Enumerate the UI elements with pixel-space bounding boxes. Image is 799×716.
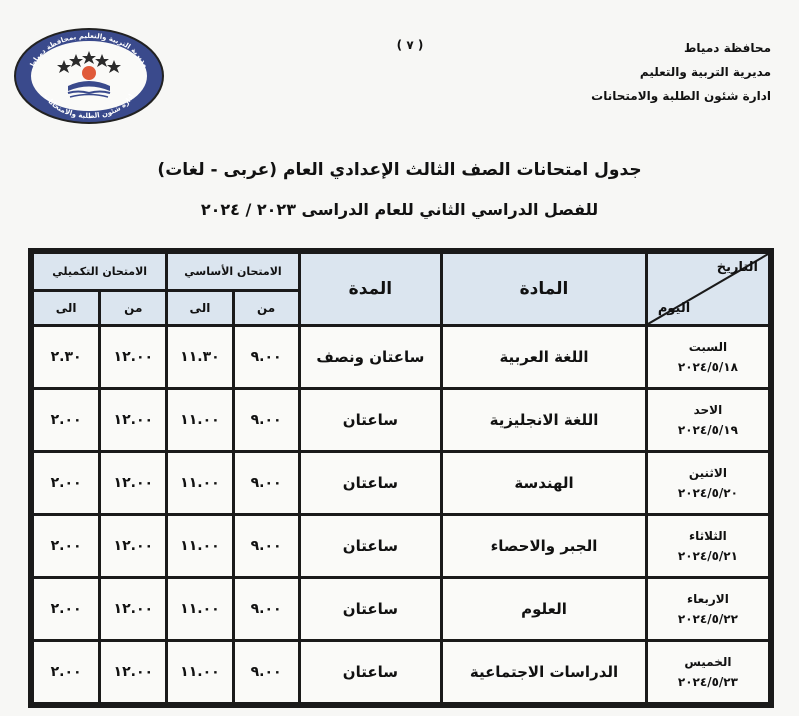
duration-cell: ساعتان bbox=[301, 579, 441, 639]
basic-to-cell: ١١.٠٠ bbox=[168, 642, 231, 702]
day-date-cell bbox=[648, 327, 768, 387]
duration-cell: ساعتان bbox=[301, 453, 441, 513]
table-row bbox=[34, 579, 768, 639]
makeup-to-cell: ٢.٣٠ bbox=[34, 327, 98, 387]
makeup-from-cell: ١٢.٠٠ bbox=[101, 516, 165, 576]
day-date-cell bbox=[648, 579, 768, 639]
subject-cell: اللغة العربية bbox=[443, 327, 645, 387]
makeup-to-cell: ٢.٠٠ bbox=[34, 642, 98, 702]
basic-from-cell: ٩.٠٠ bbox=[235, 516, 298, 576]
governorate-label: محافظة دمياط bbox=[683, 41, 771, 55]
exam-date: ٢٠٢٤/٥/٢٣ bbox=[677, 675, 738, 689]
table-row bbox=[34, 390, 768, 450]
exam-date: ٢٠٢٤/٥/٢٠ bbox=[677, 486, 738, 500]
subject-cell: العلوم bbox=[443, 579, 645, 639]
makeup-to-cell: ٢.٠٠ bbox=[34, 516, 98, 576]
makeup-exam-header: الامتحان التكميلي bbox=[34, 254, 165, 289]
directorate-label: مديرية التربية والتعليم bbox=[639, 65, 771, 79]
basic-from-cell: ٩.٠٠ bbox=[235, 642, 298, 702]
day-name: السبت bbox=[688, 340, 728, 354]
basic-from-header: من bbox=[235, 292, 298, 325]
basic-from-cell: ٩.٠٠ bbox=[235, 579, 298, 639]
page-number: ( ٧ ) bbox=[396, 38, 424, 52]
basic-exam-header: الامتحان الأساسي bbox=[168, 254, 297, 289]
day-header: اليوم bbox=[657, 301, 691, 316]
subject-cell: الدراسات الاجتماعية bbox=[443, 642, 645, 702]
logo-outer-text: مديرية التربية والتعليم بمحافظة دمياط bbox=[28, 31, 150, 69]
exam-date: ٢٠٢٤/٥/٢١ bbox=[677, 549, 738, 563]
duration-header: المدة bbox=[301, 254, 441, 324]
makeup-to-cell: ٢.٠٠ bbox=[34, 579, 98, 639]
day-name: الاثنين bbox=[688, 466, 727, 480]
header-block bbox=[511, 36, 771, 108]
basic-to-header: الى bbox=[168, 292, 231, 325]
table-row bbox=[34, 453, 768, 513]
makeup-from-header: من bbox=[101, 292, 165, 325]
makeup-to-cell: ٢.٠٠ bbox=[34, 453, 98, 513]
makeup-to-header: الى bbox=[34, 292, 98, 325]
day-name: الاحد bbox=[693, 403, 723, 417]
basic-to-cell: ١١.٠٠ bbox=[168, 516, 231, 576]
schedule-subtitle: للفصل الدراسي الثاني للعام الدراسى ٢٠٢٣ / ٢٠٢٤ bbox=[200, 200, 599, 219]
duration-cell: ساعتان bbox=[301, 390, 441, 450]
day-name: الاربعاء bbox=[686, 592, 729, 606]
exam-date: ٢٠٢٤/٥/١٩ bbox=[677, 423, 738, 437]
table-row bbox=[34, 327, 768, 387]
makeup-from-cell: ١٢.٠٠ bbox=[101, 453, 165, 513]
basic-to-cell: ١١.٠٠ bbox=[168, 390, 231, 450]
table-row bbox=[34, 642, 768, 702]
basic-from-cell: ٩.٠٠ bbox=[235, 327, 298, 387]
table-row bbox=[34, 516, 768, 576]
day-name: الثلاثاء bbox=[689, 529, 727, 543]
basic-from-cell: ٩.٠٠ bbox=[235, 453, 298, 513]
day-date-cell bbox=[648, 642, 768, 702]
makeup-to-cell: ٢.٠٠ bbox=[34, 390, 98, 450]
logo-inner-text: ادارة شئون الطلبة والامتحانات bbox=[42, 92, 136, 121]
subject-cell: الهندسة bbox=[443, 453, 645, 513]
basic-from-cell: ٩.٠٠ bbox=[235, 390, 298, 450]
duration-cell: ساعتان bbox=[301, 642, 441, 702]
day-date-cell bbox=[648, 453, 768, 513]
subject-cell: الجبر والاحصاء bbox=[443, 516, 645, 576]
makeup-from-cell: ١٢.٠٠ bbox=[101, 390, 165, 450]
duration-cell: ساعتان ونصف bbox=[301, 327, 441, 387]
subject-cell: اللغة الانجليزية bbox=[443, 390, 645, 450]
subject-header: المادة bbox=[443, 254, 645, 324]
schedule-title: جدول امتحانات الصف الثالث الإعدادي العام (عربى - لغات) bbox=[157, 160, 642, 180]
day-name: الخميس bbox=[684, 655, 732, 669]
basic-to-cell: ١١.٠٠ bbox=[168, 453, 231, 513]
exam-date: ٢٠٢٤/٥/١٨ bbox=[677, 360, 738, 374]
basic-to-cell: ١١.٣٠ bbox=[168, 327, 231, 387]
day-date-cell bbox=[648, 516, 768, 576]
duration-cell: ساعتان bbox=[301, 516, 441, 576]
date-header: التاريخ bbox=[716, 260, 758, 275]
makeup-from-cell: ١٢.٠٠ bbox=[101, 579, 165, 639]
makeup-from-cell: ١٢.٠٠ bbox=[101, 327, 165, 387]
department-label: ادارة شئون الطلبة والامتحانات bbox=[591, 89, 771, 103]
directorate-logo-icon bbox=[12, 26, 166, 126]
basic-to-cell: ١١.٠٠ bbox=[168, 579, 231, 639]
date-day-header bbox=[648, 254, 768, 324]
exam-schedule-table bbox=[28, 248, 774, 708]
makeup-from-cell: ١٢.٠٠ bbox=[101, 642, 165, 702]
exam-date: ٢٠٢٤/٥/٢٢ bbox=[677, 612, 738, 626]
day-date-cell bbox=[648, 390, 768, 450]
